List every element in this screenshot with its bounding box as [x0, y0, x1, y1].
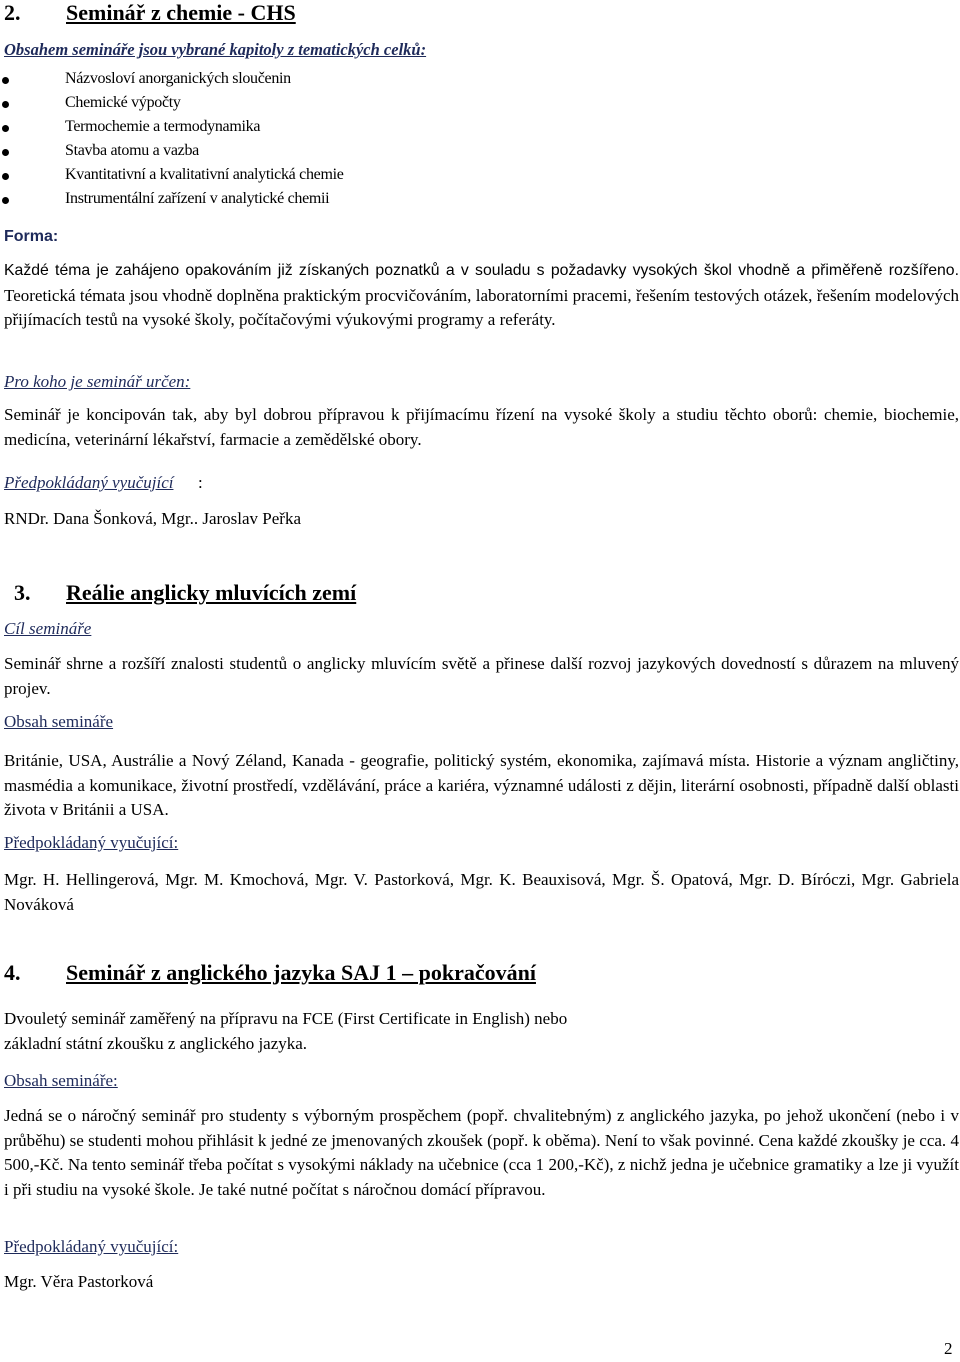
intro-line-1: Dvouletý seminář zaměřený na přípravu na FCE (First Certificate in English) nebo [4, 1009, 568, 1028]
bullet-icon [2, 197, 9, 204]
intro-line-2: základní státní zkoušku z anglického jazyka. [4, 1034, 308, 1053]
teacher-label: Předpokládaný vyučující: [4, 1237, 179, 1256]
section-2-heading [4, 0, 296, 26]
section-title: Reálie anglicky mluvících zemí [66, 580, 357, 605]
section-title: Seminář z chemie - CHS [66, 0, 296, 25]
section-title: Seminář z anglického jazyka SAJ 1 – pokračování [66, 960, 536, 985]
section-number: 4. [4, 960, 21, 985]
section-number: 3. [14, 580, 31, 605]
bullet-icon [2, 125, 9, 132]
goal-text: Seminář shrne a rozšíří znalosti studentů o anglicky mluvícím světě a přinese další rozvoj jazykových dovedností s důrazem na mluvený projev. [4, 654, 959, 698]
section-number: 2. [4, 0, 21, 25]
content-text: Jedná se o náročný seminář pro studenty s výborným prospěchem (popř. chvalitebným) z anglického jazyka, po jehož ukončení (nebo i v průběhu) se studenti mohou přihlásit k jedné ze jmenovaných zkoušek (popř. k oběma). Není to však povinné. Cena každé zkoušky je cca. 4 500,-Kč. Na tento seminář třeba počítat s vysokými náklady na učebnice (cca 1 200,-Kč), z nichž jedna je učebnice gramatiky a lze ji využít i při studiu na vysoké škole. Je také nutné počítat s náročnou domácí přípravou. [4, 1106, 959, 1199]
audience-label: Pro koho je seminář určen: [4, 372, 191, 391]
bullet-icon [2, 173, 9, 180]
topics-intro: Obsahem semináře jsou vybrané kapitoly z tematických celků: [4, 40, 427, 59]
section-3-heading [4, 580, 356, 606]
page-number: 2 [944, 1339, 953, 1358]
teachers: Mgr. Věra Pastorková [4, 1272, 154, 1291]
bullet-icon [2, 101, 9, 108]
content-text: Británie, USA, Austrálie a Nový Zéland, Kanada - geografie, politický systém, ekonomika, zajímavá místa. Historie a význam angličtiny, masmédia a komunikace, životní prostředí, vzdělávání, práce a kariéra, významné události z dějin, literární osobnosti, případně další oblasti života v Británii a USA. [4, 751, 959, 819]
goal-label: Cíl semináře [4, 619, 92, 638]
bullet-icon [2, 149, 9, 156]
teacher-label: Předpokládaný vyučující: [4, 833, 179, 852]
content-label: Obsah semináře [4, 712, 114, 731]
forma-text: Každé téma je zahájeno opakováním již získaných poznatků a v souladu s požadavky vysokých škol vhodně a přiměřeně rozšířeno. Teoretická témata jsou vhodně doplněna praktickým procvičováním, laboratorními pracemi, řešením testových otázek, řešením modelových přijímacích testů na vysoké školy, počítačovými výukovými programy a referáty. [4, 262, 959, 329]
section-4-heading [4, 960, 536, 986]
audience-text: Seminář je koncipován tak, aby byl dobrou přípravou k přijímacímu řízení na vysoké školy a studiu těchto oborů: chemie, biochemie, medicína, veterinární lékařství, farmacie a zemědělské obory. [4, 405, 959, 449]
document-page: 2. Seminář z chemie - CHS Obsahem semináře jsou vybrané kapitoly z tematických celků: Názvosloví anorganických sloučenin Chemické výpočty Termochemie a termodynamika Stavba atomu a vazba Kvantitativní a kvalitativní analytická chemie Instrumentální zařízení v analytické chemii Forma: Každé téma je zahájeno opakováním již získaných poznatků a v souladu s požadavky vysokých škol vhodně a přiměřeně rozšířeno. Teoretická témata jsou vhodně doplněna praktickým procvičováním, laboratorními pracemi, řešením testových otázek, řešením modelových přijímacích testů na vysoké školy, počítačovými výukovými programy a referáty. Pro koho je seminář určen: Seminář je koncipován tak, aby byl dobrou přípravou k přijímacímu řízení na vysoké školy a studiu těchto oborů: chemie, biochemie, medicína, veterinární lékařství, farmacie a zemědělské obory. Předpokládaný vyučující : RNDr. Dana Šonková, Mgr.. Jaroslav Peřka 3. Reálie anglicky mluvících zemí Cíl semináře Seminář shrne a rozšíří znalosti studentů o anglicky mluvícím světě a přinese další rozvoj jazykových dovedností s důrazem na mluvený projev. Obsah semináře Británie, USA, Austrálie a Nový Zéland, Kanada - geografie, politický systém, ekonomika, zajímavá místa. Historie a význam angličtiny, masmédia a komunikace, životní prostředí, vzdělávání, práce a kariéra, významné události z dějin, literární osobnosti, případně další oblasti života v Británii a USA. Předpokládaný vyučující: Mgr. H. Hellingerová, Mgr. M. Kmochová, Mgr. V. Pastorková, Mgr. K. Beauxisová, Mgr. Š. Opatová, Mgr. D. Bíróczi, Mgr. Gabriela Nováková 4. Seminář z anglického jazyka SAJ 1 – pokračování Dvouletý seminář zaměřený na přípravu na FCE (First Certificate in English) nebo základní státní zkoušku z anglického jazyka. Obsah semináře: Jedná se o náročný seminář pro studenty s výborným prospěchem (popř. chvalitebným) z anglického jazyka, po jehož ukončení (nebo i v průběhu) se studenti mohou přihlásit k jedné ze jmenovaných zkoušek (popř. k oběma). Není to však povinné. Cena každé zkoušky je cca. 4 500,-Kč. Na tento seminář třeba počítat s vysokými náklady na učebnice (cca 1 200,-Kč), z nichž jedna je učebnice gramatiky a lze ji využít i při studiu na vysoké škole. Je také nutné počítat s náročnou domácí přípravou. Předpokládaný vyučující: Mgr. Věra Pastorková 2 [4, 0, 959, 1358]
bullet-icon [2, 77, 9, 84]
teacher-label: Předpokládaný vyučující [4, 473, 174, 492]
forma-label: Forma: [4, 228, 59, 245]
teachers: RNDr. Dana Šonková, Mgr.. Jaroslav Peřka [4, 509, 301, 528]
content-label: Obsah semináře: [4, 1071, 118, 1090]
teacher-colon: : [198, 473, 203, 492]
teachers: Mgr. H. Hellingerová, Mgr. M. Kmochová, Mgr. V. Pastorková, Mgr. K. Beauxisová, Mgr. Š. Opatová, Mgr. D. Bíróczi, Mgr. Gabriela Nováková [4, 870, 959, 914]
